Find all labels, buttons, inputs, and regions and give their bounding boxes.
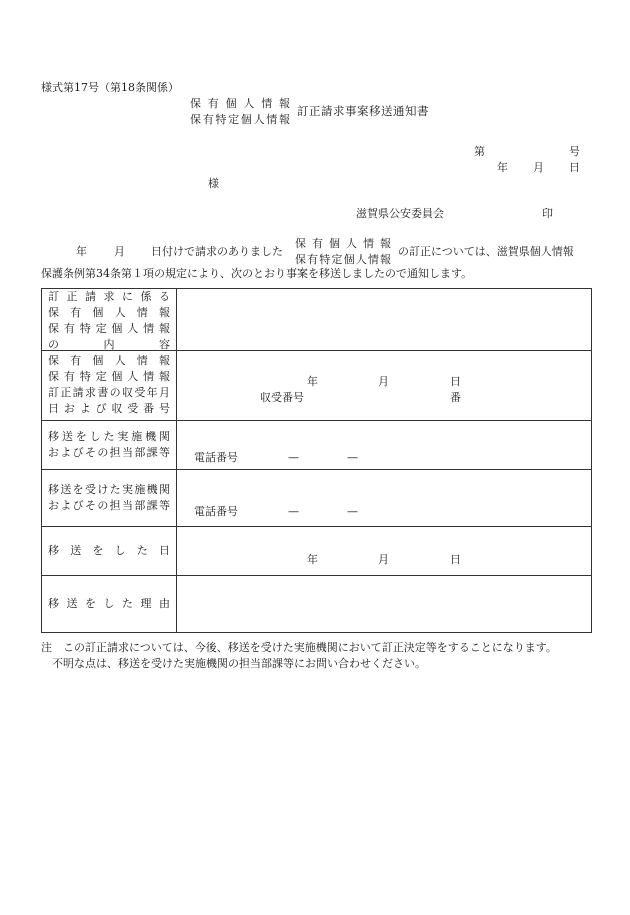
row2-receipt-suffix: 番 [450,391,461,404]
label-cell-content [42,289,177,351]
note-line1: 注 この訂正請求については、今後、移送を受けた実施機関において訂正決定等をすることになります。 [41,641,557,654]
row3-label-2: およびその担当部課等 [48,446,170,459]
row2-receipt-label: 収受番号 [260,391,304,404]
number-suffix: 号 [569,145,580,158]
title-info-line1: 保 有 個 人 情 報 [190,97,290,110]
body-info-line1: 保 有 個 人 情 報 [295,237,391,250]
label-cell-transfer-reason [42,576,177,633]
body-info-stack [295,236,391,268]
value-cell-transfer-date[interactable] [177,527,592,576]
transfer-details-table [41,288,592,633]
row4-phone-label: 電話番号 [194,505,238,518]
row1-label-1: 訂正請求に係る [48,290,170,303]
row4-dash-2: — [347,505,358,518]
value-cell-receipt[interactable] [177,351,592,421]
row4-label-1: 移送を受けた実施機関 [48,483,170,496]
issuer-name: 滋賀県公安委員会 [356,207,444,220]
table-row [42,421,592,470]
row3-dash-1: — [288,451,299,464]
seal-mark: 印 [542,207,553,220]
row2-year: 年 [307,375,318,388]
value-cell-transfer-reason[interactable] [177,576,592,633]
form-number: 様式第17号（第18条関係） [41,81,179,94]
row6-label: 移送をした理由 [48,597,170,610]
body-tail: の訂正については、滋賀県個人情報 [398,245,574,258]
row3-phone-label: 電話番号 [194,451,238,464]
addressee-suffix: 様 [208,177,219,190]
table-row [42,351,592,421]
number-prefix: 第 [474,145,485,158]
row5-month: 月 [378,553,389,566]
row3-dash-2: — [347,451,358,464]
table-row [42,576,592,633]
title-info-line2: 保有特定個人情報 [190,113,290,126]
row2-month: 月 [378,375,389,388]
row2-label-2: 保有特定個人情報 [48,370,170,383]
label-cell-transfer-date [42,527,177,576]
row4-label-2: およびその担当部課等 [48,499,170,512]
row1-label-3: 保有特定個人情報 [48,322,170,335]
date-month: 月 [533,161,544,174]
value-cell-receiver[interactable] [177,470,592,527]
row1-label-4: の内容 [48,338,170,351]
row2-day: 日 [450,375,461,388]
row5-day: 日 [450,553,461,566]
note-line2: 不明な点は、移送を受けた実施機関の担当部課等にお問い合わせください。 [41,657,426,670]
row5-year: 年 [307,553,318,566]
label-cell-sender [42,421,177,470]
table-row [42,289,592,351]
row4-dash-1: — [288,505,299,518]
title-info-stack [190,96,290,128]
date-year: 年 [497,161,508,174]
document-title: 訂正請求事案移送通知書 [297,104,429,118]
value-cell-content[interactable] [177,289,592,351]
row5-label: 移送をした日 [48,544,170,557]
date-day: 日 [569,161,580,174]
label-cell-receipt [42,351,177,421]
body-day-text: 日付けで請求のありました [151,245,283,258]
table-row [42,470,592,527]
value-cell-sender[interactable] [177,421,592,470]
row2-label-4: 日および収受番号 [48,402,170,415]
body-line2: 保護条例第34条第１項の規定により、次のとおり事案を移送しましたので通知します。 [41,267,473,280]
row3-label-1: 移送をした実施機関 [48,430,170,443]
table-row [42,527,592,576]
row2-label-3: 訂正請求書の収受年月 [48,386,170,399]
row2-label-1: 保有個人情報 [48,354,170,367]
body-info-line2: 保有特定個人情報 [295,253,391,266]
label-cell-receiver [42,470,177,527]
row1-label-2: 保有個人情報 [48,306,170,319]
body-year: 年 [76,245,87,258]
body-month: 月 [114,245,125,258]
